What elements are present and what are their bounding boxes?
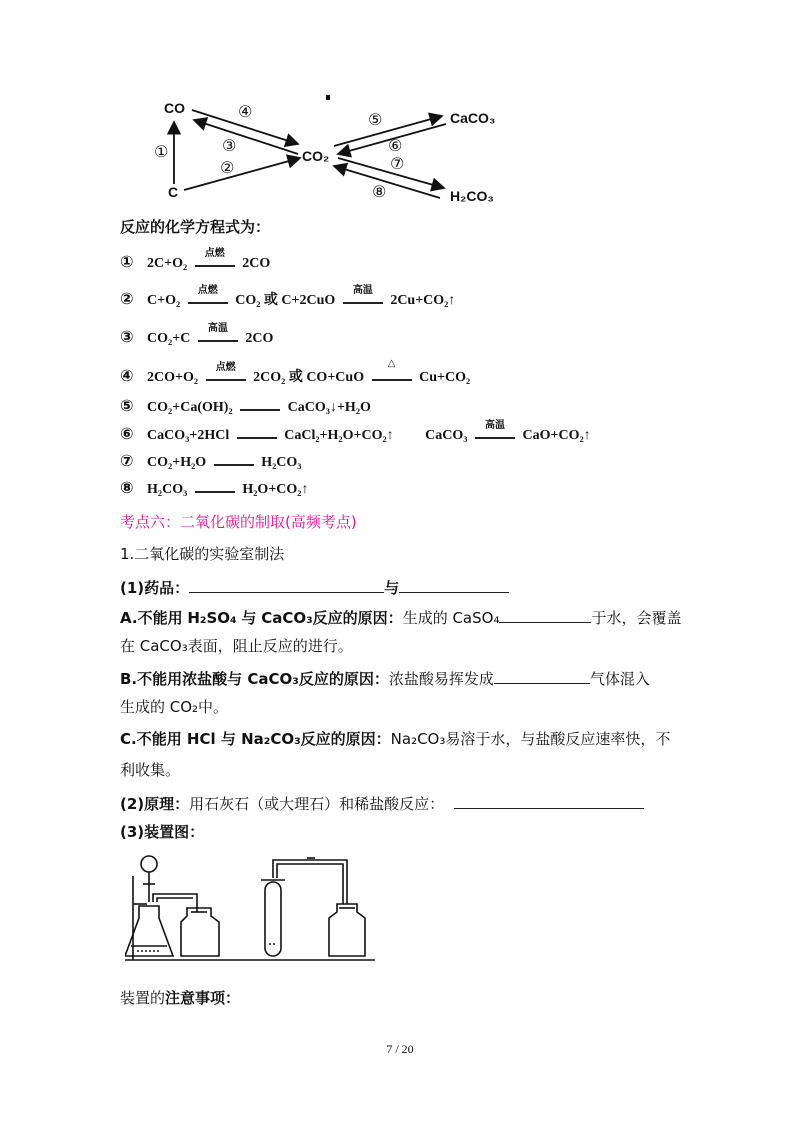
arrow-label-1: ①: [154, 142, 169, 161]
reason-a-prefix: A.不能用: [120, 609, 183, 627]
reason-c-text1: Na₂CO₃易溶于水，与盐酸反应速率快，不: [390, 730, 671, 748]
page-number: 7 / 20: [386, 1042, 414, 1056]
eq-products-2: Cu+CO₂: [419, 370, 471, 385]
notes-bold: 注意事项：: [165, 989, 241, 1007]
eq-condition: 高温: [198, 332, 238, 342]
eq-reactants: H₂CO₃: [147, 482, 188, 497]
reaction-diagram: [150, 92, 510, 207]
reason-a-blank: [499, 606, 591, 623]
eq-num: ⑤: [120, 396, 134, 415]
equation-3: [120, 323, 274, 347]
eq-condition: 点燃: [188, 294, 228, 304]
principle-label: (2)原理：: [120, 795, 190, 813]
equations-heading: 反应的化学方程式为：: [120, 218, 271, 236]
arrow-label-4: ④: [238, 102, 253, 121]
eq-condition: 点燃: [206, 371, 246, 381]
equation-2: [120, 285, 456, 309]
node-caco3: CaCO₃: [450, 110, 496, 126]
reason-b-text2: 气体混入: [589, 670, 650, 688]
apparatus-label-text: (3)装置图：: [120, 823, 205, 841]
eq-products: CaCO₃↓+H₂O: [287, 400, 371, 415]
reason-b-bold: B.不能用浓盐酸与 CaCO₃反应的原因：: [120, 670, 389, 688]
eq-num: ④: [120, 366, 134, 385]
arrow-label-8: ⑧: [372, 182, 387, 201]
eq-products-2: CaO+CO₂↑: [522, 428, 591, 443]
eq-reactants: 2CO+O₂: [147, 370, 199, 385]
eq-num: ①: [120, 252, 134, 271]
equation-8: [120, 478, 309, 498]
equation-4: [120, 358, 471, 386]
reason-c-bold: C.不能用 HCl 与 Na₂CO₃反应的原因：: [120, 730, 391, 748]
eq-reactants-2: CaCO₃: [425, 428, 468, 443]
eq-num: ⑧: [120, 478, 134, 497]
reason-a-suffix: 反应的原因：: [312, 609, 403, 627]
reason-a-text1: 生成的 CaSO₄: [402, 609, 500, 627]
reason-b-line-1: [120, 667, 650, 689]
reason-a-chem2: CaCO₃: [261, 609, 313, 627]
drugs-label: (1)药品：: [120, 579, 190, 597]
eq-condition: 点燃: [195, 257, 235, 267]
eq-products-2: 2Cu+CO₂↑: [390, 293, 456, 308]
eq-condition: [214, 464, 254, 466]
equation-5: [120, 396, 371, 416]
node-co: CO: [164, 100, 185, 116]
drugs-blank-2: [399, 576, 509, 593]
eq-products: 2CO: [245, 331, 274, 346]
eq-num: ⑥: [120, 424, 134, 443]
arrow-label-3: ③: [222, 136, 237, 155]
eq-products: CaCl₂+H₂O+CO₂↑: [284, 428, 394, 443]
eq-products: H₂CO₃: [261, 455, 302, 470]
arrow-label-7: ⑦: [390, 154, 405, 173]
drugs-line: [120, 576, 509, 598]
eq-reactants: C+O₂: [147, 293, 181, 308]
apparatus-drawing: [125, 848, 385, 968]
eq-reactants: CO₂+C: [147, 331, 191, 346]
eq-condition-2: △: [372, 371, 412, 381]
section-title: 考点六：二氧化碳的制取(高频考点): [120, 513, 357, 531]
eq-num: ③: [120, 327, 134, 346]
node-h2co3: H₂CO₃: [450, 188, 494, 204]
node-c: C: [168, 184, 179, 200]
reason-a-line-1: [120, 606, 681, 628]
reason-c-line-2: 利收集。: [120, 761, 181, 779]
reason-a-line-2: 在 CaCO₃表面，阻止反应的进行。: [120, 637, 353, 655]
equation-7: [120, 451, 302, 471]
eq-reactants: CO₂+H₂O: [147, 455, 207, 470]
principle-line: [120, 792, 644, 814]
reason-b-text1: 浓盐酸易挥发成: [388, 670, 494, 688]
item1-title: 1.二氧化碳的实验室制法: [120, 545, 285, 563]
reason-a-text2: 于水，会覆盖: [591, 609, 682, 627]
reason-a-mid: 与: [241, 609, 257, 627]
reason-c-line-1: [120, 729, 670, 749]
reason-b-blank: [494, 667, 590, 684]
node-co2: CO₂: [302, 148, 330, 164]
arrow-label-2: ②: [220, 158, 235, 177]
arrow-label-5: ⑤: [368, 110, 383, 129]
eq-condition-2: 高温: [475, 429, 515, 439]
eq-condition: [240, 409, 280, 411]
eq-products: CO₂ 或 C+2CuO: [235, 293, 336, 308]
eq-condition: [237, 437, 277, 439]
equation-6: [120, 420, 591, 444]
principle-blank: [454, 792, 644, 809]
eq-reactants: CaCO₃+2HCl: [147, 428, 230, 443]
equation-1: [120, 248, 271, 272]
principle-text: 用石灰石（或大理石）和稀盐酸反应：: [189, 795, 445, 813]
reason-b-line-2: 生成的 CO₂中。: [120, 698, 229, 716]
eq-products: H₂O+CO₂↑: [242, 482, 309, 497]
notes-line: [120, 988, 240, 1008]
arrow-label-6: ⑥: [388, 136, 403, 155]
drugs-and: 与: [384, 579, 400, 597]
eq-num: ②: [120, 289, 134, 308]
eq-num: ⑦: [120, 451, 134, 470]
eq-condition: [195, 491, 235, 493]
notes-prefix: 装置的: [120, 989, 166, 1007]
eq-reactants: CO₂+Ca(OH)₂: [147, 400, 233, 415]
eq-products: 2CO: [242, 256, 271, 271]
eq-condition-2: 高温: [343, 294, 383, 304]
drugs-blank-1: [189, 576, 384, 593]
eq-products: 2CO₂ 或 CO+CuO: [253, 370, 365, 385]
apparatus-label: [120, 822, 204, 842]
eq-reactants: 2C+O₂: [147, 256, 188, 271]
reason-a-chem1: H₂SO₄: [187, 609, 237, 627]
